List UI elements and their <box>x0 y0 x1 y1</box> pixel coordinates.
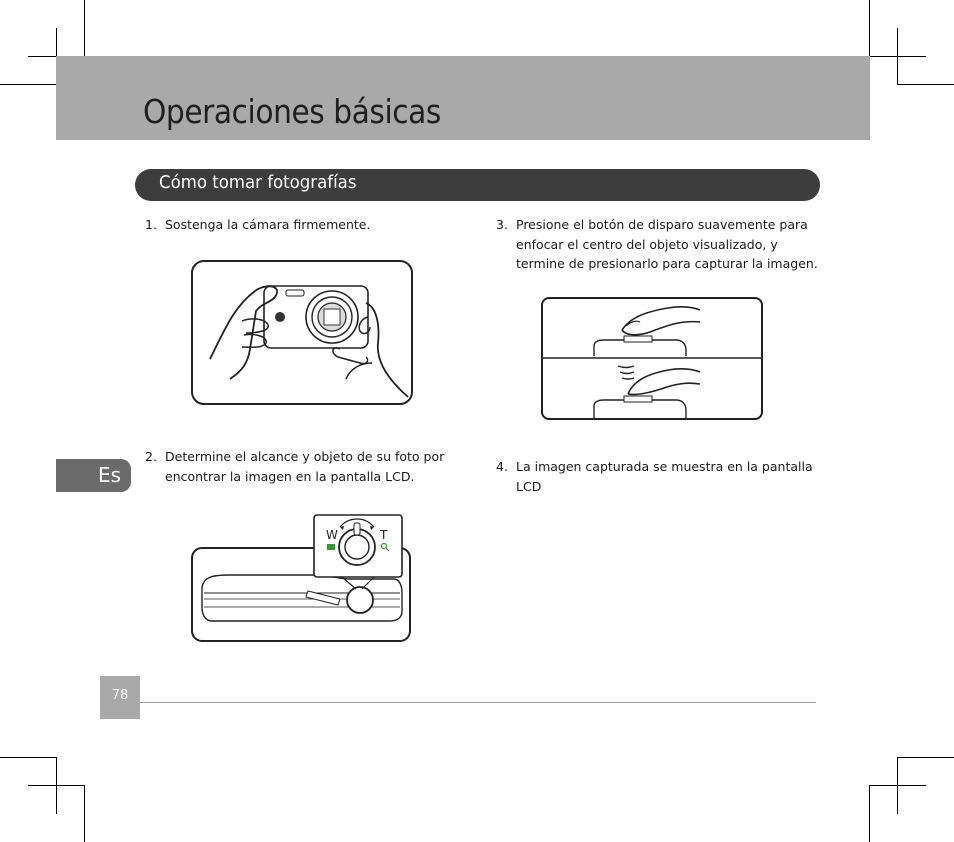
step-number: 2. <box>145 449 157 464</box>
crop-mark <box>84 0 85 57</box>
page-title: Operaciones básicas <box>143 92 441 131</box>
hold-camera-illustration <box>190 259 414 407</box>
step-4 <box>496 457 826 499</box>
crop-mark <box>0 757 57 758</box>
zoom-dial-illustration <box>190 513 412 643</box>
step-text: Determine el alcance y objeto de su foto por encontrar la imagen en la pantalla LCD. <box>165 449 445 484</box>
step-3 <box>496 215 826 277</box>
crop-mark <box>84 785 85 842</box>
page-number: 78 <box>111 688 129 703</box>
step-number: 3. <box>496 217 508 232</box>
step-number: 1. <box>145 217 157 232</box>
zoom-wide-label: W <box>326 528 338 542</box>
step-1 <box>145 215 445 239</box>
step-text: Presione el botón de disparo suavemente para enfocar el centro del objeto visualizado, y termine de presionarlo para capturar la imagen. <box>516 217 818 271</box>
page-number-box <box>100 676 140 719</box>
crop-mark <box>869 785 870 842</box>
footer-divider <box>140 702 816 703</box>
crop-mark <box>28 785 85 786</box>
section-title: Cómo tomar fotografías <box>159 172 357 193</box>
crop-mark <box>869 785 926 786</box>
step-text: Sostenga la cámara firmemente. <box>165 217 371 232</box>
zoom-tele-label: T <box>380 528 388 542</box>
language-tab[interactable] <box>56 459 131 492</box>
crop-mark <box>869 0 870 57</box>
crop-mark <box>869 56 926 57</box>
crop-mark <box>0 84 57 85</box>
step-text: La imagen capturada se muestra en la pantalla LCD <box>516 459 813 494</box>
wide-grid-icon <box>327 544 335 550</box>
crop-mark <box>897 757 954 758</box>
section-bar <box>135 169 820 201</box>
language-tab-label: Es <box>98 463 122 487</box>
step-2 <box>145 447 455 489</box>
crop-mark <box>897 84 954 85</box>
shutter-press-illustration <box>540 296 764 422</box>
step-number: 4. <box>496 459 508 474</box>
